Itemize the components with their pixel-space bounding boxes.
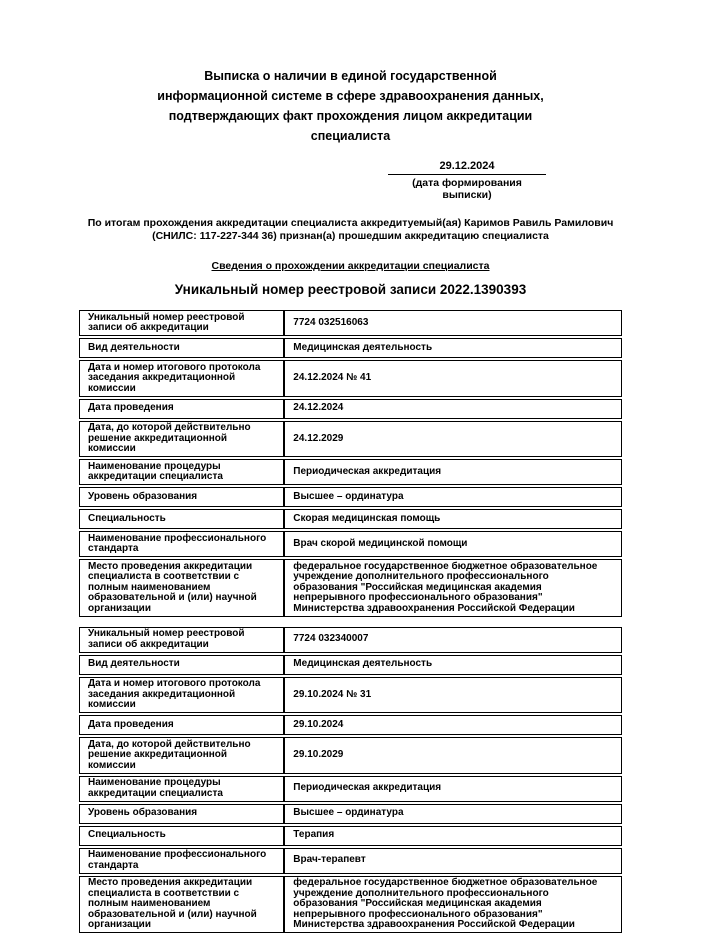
row-value-cell: федеральное государственное бюджетное образовательное учреждение дополнительного профессионального образования "Российская медицинская академия непрерывного профессионального образования" Министерства здравоохранения Российской Федерации <box>284 559 622 617</box>
table-row <box>79 310 622 336</box>
row-label-cell: Место проведения аккредитации специалиста в соответствии с полным наименованием образовательной и (или) научной организации <box>79 559 284 617</box>
document-title: Выписка о наличии в единой государственной информационной системе в сфере здравоохранения данных, подтверждающих факт прохождения лицом аккредитации специалиста <box>150 66 552 146</box>
row-label-cell: Дата и номер итогового протокола заседания аккредитационной комиссии <box>79 677 284 714</box>
row-value-cell: Врач скорой медицинской помощи <box>284 531 622 557</box>
row-value-cell: Медицинская деятельность <box>284 338 622 358</box>
row-label-cell: Уникальный номер реестровой записи об аккредитации <box>79 627 284 653</box>
table-row <box>79 737 622 774</box>
row-value-cell: 7724 032340007 <box>284 627 622 653</box>
row-label-cell: Место проведения аккредитации специалиста в соответствии с полным наименованием образовательной и (или) научной организации <box>79 876 284 934</box>
row-value-cell: Врач-терапевт <box>284 848 622 874</box>
issue-date-block <box>388 160 546 201</box>
row-label-cell: Дата, до которой действительно решение аккредитационной комиссии <box>79 421 284 458</box>
row-value-cell: Медицинская деятельность <box>284 655 622 675</box>
accreditation-tables <box>79 308 622 935</box>
row-value-cell: Высшее – ординатура <box>284 804 622 824</box>
row-value-cell: Высшее – ординатура <box>284 487 622 507</box>
row-label-cell: Уровень образования <box>79 487 284 507</box>
table-row <box>79 399 622 419</box>
row-value-cell: 24.12.2024 <box>284 399 622 419</box>
row-value-cell: 7724 032516063 <box>284 310 622 336</box>
table-row <box>79 848 622 874</box>
row-value-cell: 29.10.2024 № 31 <box>284 677 622 714</box>
row-value-cell: Скорая медицинская помощь <box>284 509 622 529</box>
row-value-cell: Терапия <box>284 826 622 846</box>
table-row <box>79 804 622 824</box>
table-row <box>79 360 622 397</box>
row-label-cell: Вид деятельности <box>79 338 284 358</box>
accreditation-record-table <box>79 625 622 935</box>
row-label-cell: Дата, до которой действительно решение аккредитационной комиссии <box>79 737 284 774</box>
table-row <box>79 487 622 507</box>
table-row <box>79 876 622 934</box>
table-row <box>79 677 622 714</box>
intro-paragraph: По итогам прохождения аккредитации специалиста аккредитуемый(ая) Каримов Равиль Рамилович (СНИЛС: 117-227-344 36) признан(а) прошедшим аккредитацию специалиста <box>79 217 622 243</box>
row-label-cell: Уровень образования <box>79 804 284 824</box>
row-value-cell: 24.12.2029 <box>284 421 622 458</box>
row-value-cell: 29.10.2024 <box>284 715 622 735</box>
issue-date-caption: (дата формирования выписки) <box>388 175 546 201</box>
table-row <box>79 627 622 653</box>
issue-date: 29.12.2024 <box>388 160 546 175</box>
row-label-cell: Специальность <box>79 509 284 529</box>
table-row <box>79 509 622 529</box>
row-value-cell: Периодическая аккредитация <box>284 459 622 485</box>
row-label-cell: Наименование процедуры аккредитации специалиста <box>79 776 284 802</box>
table-row <box>79 715 622 735</box>
table-row <box>79 531 622 557</box>
table-row <box>79 459 622 485</box>
row-value-cell: 29.10.2029 <box>284 737 622 774</box>
row-label-cell: Наименование профессионального стандарта <box>79 848 284 874</box>
row-label-cell: Наименование процедуры аккредитации специалиста <box>79 459 284 485</box>
table-row <box>79 776 622 802</box>
table-row <box>79 421 622 458</box>
row-value-cell: 24.12.2024 № 41 <box>284 360 622 397</box>
row-label-cell: Наименование профессионального стандарта <box>79 531 284 557</box>
row-value-cell: Периодическая аккредитация <box>284 776 622 802</box>
row-label-cell: Дата проведения <box>79 715 284 735</box>
row-label-cell: Дата проведения <box>79 399 284 419</box>
accreditation-record-table <box>79 308 622 619</box>
row-value-cell: федеральное государственное бюджетное образовательное учреждение дополнительного профессионального образования "Российская медицинская академия непрерывного профессионального образования" Министерства здравоохранения Российской Федерации <box>284 876 622 934</box>
table-row <box>79 655 622 675</box>
row-label-cell: Специальность <box>79 826 284 846</box>
section-heading: Сведения о прохождении аккредитации специалиста <box>79 260 622 272</box>
row-label-cell: Уникальный номер реестровой записи об аккредитации <box>79 310 284 336</box>
table-row <box>79 826 622 846</box>
table-row <box>79 559 622 617</box>
table-row <box>79 338 622 358</box>
row-label-cell: Дата и номер итогового протокола заседания аккредитационной комиссии <box>79 360 284 397</box>
row-label-cell: Вид деятельности <box>79 655 284 675</box>
registry-number-heading: Уникальный номер реестровой записи 2022.1390393 <box>79 281 622 298</box>
